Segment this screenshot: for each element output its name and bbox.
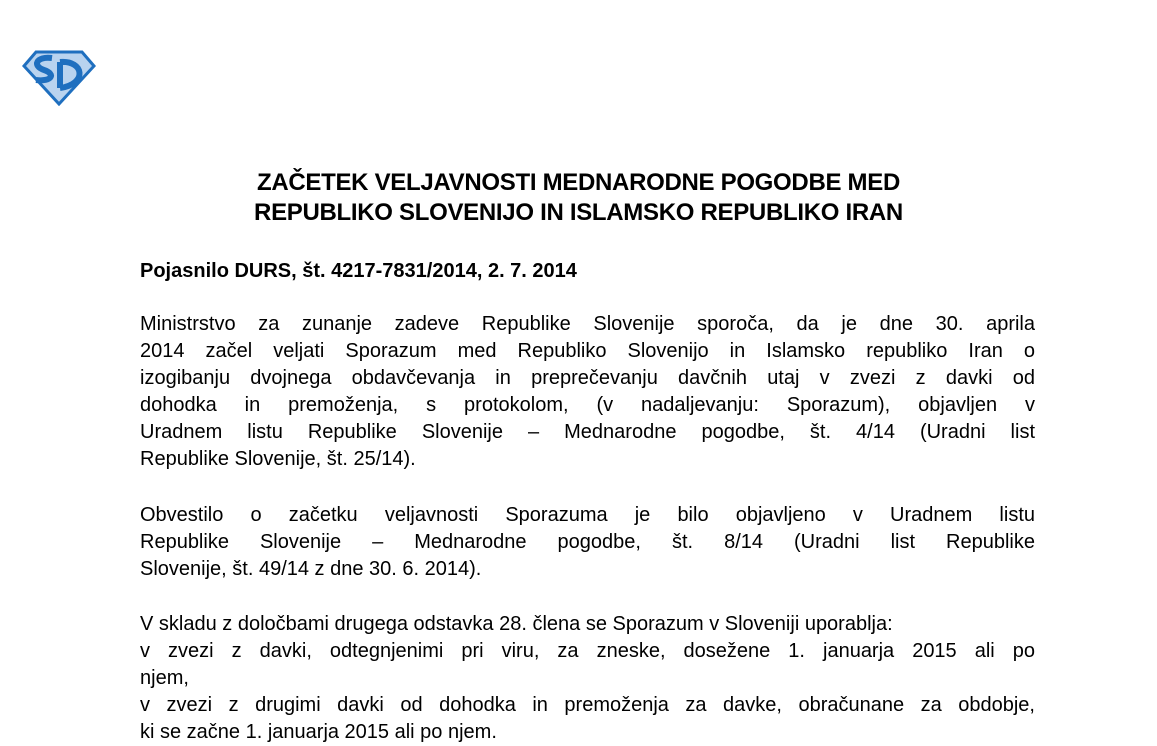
text-line: v zvezi z davki, odtegnjenimi pri viru, za zneske, dosežene 1. januarja 2015 ali po	[140, 640, 1035, 662]
sd-logo-icon	[22, 48, 96, 106]
document-title	[0, 168, 1157, 228]
title-line: ZAČETEK VELJAVNOSTI MEDNARODNE POGODBE MED	[256, 169, 900, 196]
text-line: ki se začne 1. januarja 2015 ali po njem.	[140, 721, 497, 743]
text-line: V skladu z določbami drugega odstavka 28. člena se Sporazum v Sloveniji uporablja:	[140, 613, 893, 635]
paragraph-3	[140, 611, 1035, 746]
document-subtitle: Pojasnilo DURS, št. 4217-7831/2014, 2. 7. 2014	[140, 260, 577, 282]
paragraph-2	[140, 502, 1035, 583]
text-line: v zvezi z drugimi davki od dohodka in premoženja za davke, obračunane za obdobje,	[140, 694, 1035, 716]
text-line: Republike Slovenije, št. 25/14).	[140, 448, 416, 470]
text-line: Ministrstvo za zunanje zadeve Republike Slovenije sporoča, da je dne 30. aprila	[140, 313, 1035, 335]
text-line: dohodka in premoženja, s protokolom, (v nadaljevanju: Sporazum), objavljen v	[140, 394, 1035, 416]
text-line: Obvestilo o začetku veljavnosti Sporazuma je bilo objavljeno v Uradnem listu	[140, 504, 1035, 526]
text-line: Uradnem listu Republike Slovenije – Mednarodne pogodbe, št. 4/14 (Uradni list	[140, 421, 1035, 443]
text-line: njem,	[140, 667, 189, 689]
title-line: REPUBLIKO SLOVENIJO IN ISLAMSKO REPUBLIKO IRAN	[254, 199, 903, 226]
text-line: izogibanju dvojnega obdavčevanja in preprečevanju davčnih utaj v zvezi z davki od	[140, 367, 1035, 389]
text-line: Republike Slovenije – Mednarodne pogodbe, št. 8/14 (Uradni list Republike	[140, 531, 1035, 553]
text-line: 2014 začel veljati Sporazum med Republiko Slovenijo in Islamsko republiko Iran o	[140, 340, 1035, 362]
text-line: Slovenije, št. 49/14 z dne 30. 6. 2014).	[140, 558, 482, 580]
paragraph-1	[140, 311, 1035, 473]
